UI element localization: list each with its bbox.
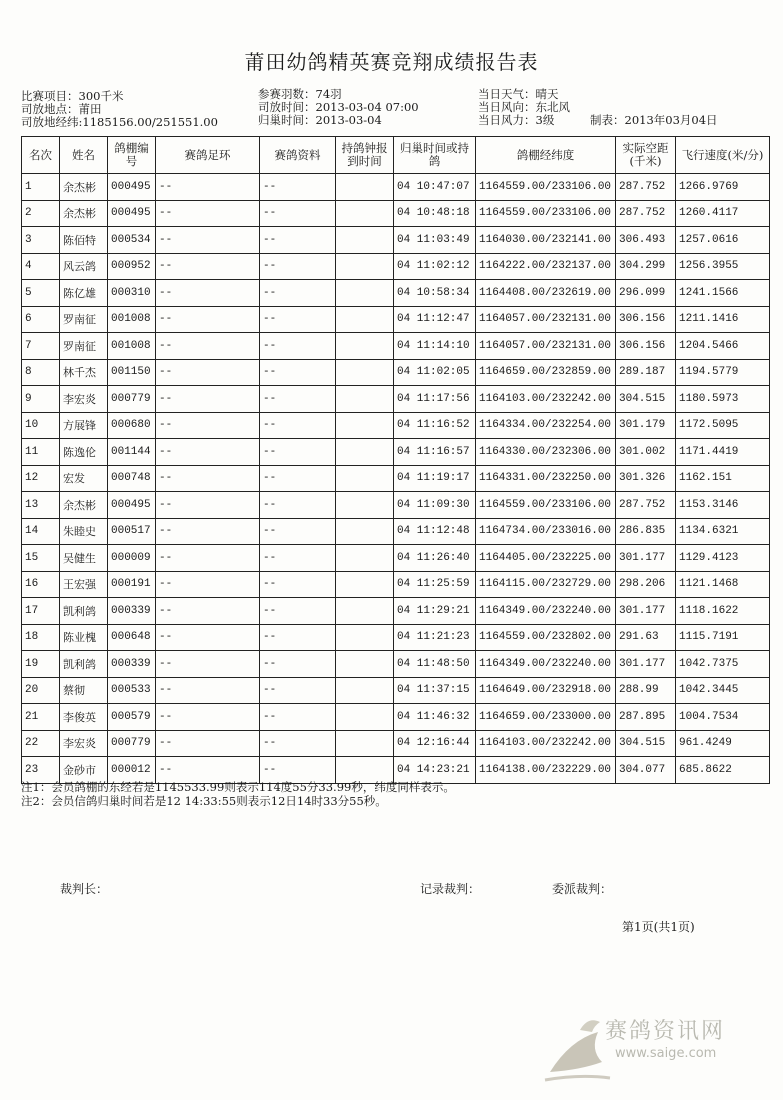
made-date: 制表：2013年03月04日: [590, 113, 718, 127]
cell-arrival: 04 11:26:40: [394, 545, 476, 572]
cell-name: 李俊英: [60, 704, 108, 731]
cell-ring: --: [156, 174, 260, 201]
cell-speed: 1172.5095: [676, 412, 770, 439]
cell-coords: 1164057.00/232131.00: [476, 333, 616, 360]
cell-loft-id: 000191: [108, 571, 156, 598]
table-row: [22, 412, 770, 439]
table-row: [22, 333, 770, 360]
cell-distance: 304.077: [616, 757, 676, 784]
cell-loft-id: 001008: [108, 333, 156, 360]
cell-name: 风云鸽: [60, 253, 108, 280]
cell-coords: 1164349.00/232240.00: [476, 651, 616, 678]
cell-ring: --: [156, 571, 260, 598]
table-row: [22, 280, 770, 307]
cell-arrival: 04 11:37:15: [394, 677, 476, 704]
cell-coords: 1164330.00/232306.00: [476, 439, 616, 466]
cell-rank: 17: [22, 598, 60, 625]
cell-ring: --: [156, 677, 260, 704]
cell-speed: 1260.4117: [676, 200, 770, 227]
cell-clock-time: [336, 492, 394, 519]
results-table: [21, 136, 770, 784]
cell-arrival: 04 11:12:48: [394, 518, 476, 545]
cell-coords: 1164649.00/232918.00: [476, 677, 616, 704]
cell-speed: 1042.7375: [676, 651, 770, 678]
cell-ring: --: [156, 306, 260, 333]
cell-clock-time: [336, 280, 394, 307]
cell-info: --: [260, 174, 336, 201]
cell-ring: --: [156, 730, 260, 757]
cell-rank: 10: [22, 412, 60, 439]
cell-ring: --: [156, 651, 260, 678]
cell-speed: 1004.7534: [676, 704, 770, 731]
cell-ring: --: [156, 439, 260, 466]
cell-loft-id: 000310: [108, 280, 156, 307]
cell-ring: --: [156, 253, 260, 280]
note-1: 注1：会员鸽棚的东经若是1145533.99则表示114度55分33.99秒，纬度同样表示。: [21, 780, 455, 794]
cell-speed: 1162.151: [676, 465, 770, 492]
chief-judge-label: 裁判长：: [60, 882, 109, 896]
cell-info: --: [260, 306, 336, 333]
table-row: [22, 518, 770, 545]
cell-info: --: [260, 571, 336, 598]
page-number: 第1页(共1页): [622, 920, 695, 934]
release-time: 司放时间：2013-03-04 07:00: [258, 100, 419, 114]
cell-loft-id: 000534: [108, 227, 156, 254]
cell-distance: 306.156: [616, 333, 676, 360]
cell-coords: 1164057.00/232131.00: [476, 306, 616, 333]
cell-rank: 14: [22, 518, 60, 545]
cell-ring: --: [156, 227, 260, 254]
cell-arrival: 04 10:47:07: [394, 174, 476, 201]
cell-ring: --: [156, 518, 260, 545]
cell-arrival: 04 14:23:21: [394, 757, 476, 784]
cell-speed: 1266.9769: [676, 174, 770, 201]
cell-coords: 1164559.00/233106.00: [476, 200, 616, 227]
cell-rank: 20: [22, 677, 60, 704]
col-rank: 名次: [22, 137, 60, 174]
col-arrival: 归巢时间或持鸽: [394, 137, 476, 174]
cell-ring: --: [156, 386, 260, 413]
cell-coords: 1164222.00/232137.00: [476, 253, 616, 280]
col-speed: 飞行速度(米/分): [676, 137, 770, 174]
col-coords: 鸽棚经纬度: [476, 137, 616, 174]
cell-speed: 1121.1468: [676, 571, 770, 598]
cell-speed: 1134.6321: [676, 518, 770, 545]
meta-left: [21, 90, 218, 129]
cell-coords: 1164138.00/232229.00: [476, 757, 616, 784]
cell-arrival: 04 11:19:17: [394, 465, 476, 492]
return-date: 归巢时间：2013-03-04: [258, 113, 382, 127]
cell-arrival: 04 12:16:44: [394, 730, 476, 757]
cell-arrival: 04 11:12:47: [394, 306, 476, 333]
cell-loft-id: 000779: [108, 386, 156, 413]
cell-loft-id: 000012: [108, 757, 156, 784]
table-row: [22, 439, 770, 466]
cell-clock-time: [336, 386, 394, 413]
cell-loft-id: 000952: [108, 253, 156, 280]
cell-rank: 12: [22, 465, 60, 492]
cell-distance: 301.177: [616, 545, 676, 572]
wind-force: 当日风力：3级: [478, 113, 555, 127]
cell-ring: --: [156, 545, 260, 572]
cell-distance: 306.156: [616, 306, 676, 333]
cell-distance: 289.187: [616, 359, 676, 386]
cell-arrival: 04 10:58:34: [394, 280, 476, 307]
cell-coords: 1164030.00/232141.00: [476, 227, 616, 254]
cell-rank: 9: [22, 386, 60, 413]
table-row: [22, 200, 770, 227]
cell-loft-id: 001150: [108, 359, 156, 386]
cell-clock-time: [336, 704, 394, 731]
cell-loft-id: 000009: [108, 545, 156, 572]
cell-rank: 8: [22, 359, 60, 386]
col-info: 赛鸽资料: [260, 137, 336, 174]
table-row: [22, 465, 770, 492]
cell-name: 陈亿雄: [60, 280, 108, 307]
cell-rank: 3: [22, 227, 60, 254]
table-row: [22, 571, 770, 598]
cell-clock-time: [336, 253, 394, 280]
cell-distance: 298.206: [616, 571, 676, 598]
table-row: [22, 730, 770, 757]
cell-coords: 1164334.00/232254.00: [476, 412, 616, 439]
col-distance: 实际空距(千米): [616, 137, 676, 174]
watermark-url: www.saige.com: [615, 1046, 717, 1061]
cell-rank: 16: [22, 571, 60, 598]
table-row: [22, 306, 770, 333]
notes: [21, 780, 455, 808]
cell-distance: 287.752: [616, 492, 676, 519]
cell-arrival: 04 11:14:10: [394, 333, 476, 360]
cell-distance: 301.177: [616, 598, 676, 625]
cell-loft-id: 000748: [108, 465, 156, 492]
cell-speed: 961.4249: [676, 730, 770, 757]
cell-clock-time: [336, 359, 394, 386]
cell-coords: 1164103.00/232242.00: [476, 386, 616, 413]
cell-speed: 1256.3955: [676, 253, 770, 280]
cell-info: --: [260, 227, 336, 254]
cell-name: 余杰彬: [60, 200, 108, 227]
col-loft-id: 鸽棚编号: [108, 137, 156, 174]
cell-info: --: [260, 598, 336, 625]
cell-ring: --: [156, 465, 260, 492]
cell-info: --: [260, 492, 336, 519]
cell-info: --: [260, 386, 336, 413]
cell-distance: 301.179: [616, 412, 676, 439]
cell-loft-id: 001144: [108, 439, 156, 466]
table-row: [22, 677, 770, 704]
cell-name: 吴健生: [60, 545, 108, 572]
cell-arrival: 04 11:48:50: [394, 651, 476, 678]
cell-rank: 18: [22, 624, 60, 651]
cell-distance: 288.99: [616, 677, 676, 704]
cell-arrival: 04 11:46:32: [394, 704, 476, 731]
cell-name: 陈业槐: [60, 624, 108, 651]
cell-coords: 1164559.00/233106.00: [476, 174, 616, 201]
cell-info: --: [260, 465, 336, 492]
cell-clock-time: [336, 465, 394, 492]
cell-arrival: 04 11:16:52: [394, 412, 476, 439]
table-row: [22, 227, 770, 254]
cell-speed: 1257.0616: [676, 227, 770, 254]
cell-rank: 6: [22, 306, 60, 333]
cell-distance: 301.177: [616, 651, 676, 678]
cell-speed: 685.8622: [676, 757, 770, 784]
cell-name: 方展锋: [60, 412, 108, 439]
cell-info: --: [260, 333, 336, 360]
cell-coords: 1164559.00/233106.00: [476, 492, 616, 519]
table-row: [22, 174, 770, 201]
cell-info: --: [260, 757, 336, 784]
cell-loft-id: 000779: [108, 730, 156, 757]
cell-rank: 2: [22, 200, 60, 227]
cell-loft-id: 000517: [108, 518, 156, 545]
col-ring: 赛鸽足环: [156, 137, 260, 174]
meta-mid: [258, 88, 419, 127]
cell-info: --: [260, 624, 336, 651]
cell-info: --: [260, 280, 336, 307]
cell-loft-id: 000648: [108, 624, 156, 651]
cell-name: 王宏强: [60, 571, 108, 598]
cell-speed: 1129.4123: [676, 545, 770, 572]
cell-clock-time: [336, 598, 394, 625]
cell-rank: 7: [22, 333, 60, 360]
cell-arrival: 04 11:16:57: [394, 439, 476, 466]
cell-coords: 1164331.00/232250.00: [476, 465, 616, 492]
table-row: [22, 359, 770, 386]
release-location: 司放地点：莆田: [21, 102, 102, 116]
report-title: 莆田幼鸽精英赛竞翔成绩报告表: [244, 50, 539, 74]
cell-arrival: 04 10:48:18: [394, 200, 476, 227]
cell-ring: --: [156, 757, 260, 784]
cell-loft-id: 000495: [108, 174, 156, 201]
cell-clock-time: [336, 174, 394, 201]
table-row: [22, 545, 770, 572]
cell-info: --: [260, 677, 336, 704]
wind-direction: 当日风向：东北风: [478, 100, 570, 114]
cell-loft-id: 000495: [108, 200, 156, 227]
cell-arrival: 04 11:25:59: [394, 571, 476, 598]
cell-name: 金砂市: [60, 757, 108, 784]
cell-rank: 22: [22, 730, 60, 757]
cell-ring: --: [156, 280, 260, 307]
cell-name: 蔡彻: [60, 677, 108, 704]
note-2: 注2：会员信鸽归巢时间若是12 14:33:55则表示12日14时33分55秒。: [21, 794, 387, 808]
cell-clock-time: [336, 651, 394, 678]
cell-distance: 306.493: [616, 227, 676, 254]
cell-coords: 1164559.00/232802.00: [476, 624, 616, 651]
cell-arrival: 04 11:02:12: [394, 253, 476, 280]
results-body: [22, 174, 770, 784]
cell-loft-id: 001008: [108, 306, 156, 333]
cell-name: 陈逸伦: [60, 439, 108, 466]
cell-rank: 4: [22, 253, 60, 280]
cell-ring: --: [156, 598, 260, 625]
cell-loft-id: 000495: [108, 492, 156, 519]
cell-coords: 1164659.00/233000.00: [476, 704, 616, 731]
cell-info: --: [260, 439, 336, 466]
cell-info: --: [260, 253, 336, 280]
cell-ring: --: [156, 492, 260, 519]
cell-clock-time: [336, 624, 394, 651]
table-row: [22, 598, 770, 625]
appointed-judge-label: 委派裁判：: [552, 882, 613, 896]
cell-speed: 1180.5973: [676, 386, 770, 413]
cell-rank: 21: [22, 704, 60, 731]
cell-clock-time: [336, 200, 394, 227]
cell-distance: 304.515: [616, 730, 676, 757]
cell-coords: 1164115.00/232729.00: [476, 571, 616, 598]
table-row: [22, 386, 770, 413]
cell-ring: --: [156, 412, 260, 439]
cell-name: 朱睦史: [60, 518, 108, 545]
cell-info: --: [260, 359, 336, 386]
cell-arrival: 04 11:09:30: [394, 492, 476, 519]
cell-name: 凯利鸽: [60, 598, 108, 625]
cell-speed: 1118.1622: [676, 598, 770, 625]
cell-name: 李宏炎: [60, 386, 108, 413]
cell-speed: 1204.5466: [676, 333, 770, 360]
cell-name: 罗南征: [60, 306, 108, 333]
cell-loft-id: 000680: [108, 412, 156, 439]
cell-clock-time: [336, 333, 394, 360]
cell-name: 余杰彬: [60, 174, 108, 201]
cell-name: 凯利鸽: [60, 651, 108, 678]
table-row: [22, 704, 770, 731]
cell-loft-id: 000339: [108, 651, 156, 678]
cell-distance: 286.835: [616, 518, 676, 545]
cell-speed: 1194.5779: [676, 359, 770, 386]
table-row: [22, 624, 770, 651]
cell-arrival: 04 11:02:05: [394, 359, 476, 386]
cell-clock-time: [336, 227, 394, 254]
cell-ring: --: [156, 200, 260, 227]
cell-rank: 13: [22, 492, 60, 519]
table-row: [22, 253, 770, 280]
watermark-text: 赛鸽资讯网: [605, 1019, 726, 1044]
cell-speed: 1042.3445: [676, 677, 770, 704]
entry-count: 参赛羽数：74羽: [258, 87, 342, 101]
cell-distance: 304.515: [616, 386, 676, 413]
cell-arrival: 04 11:17:56: [394, 386, 476, 413]
cell-coords: 1164659.00/232859.00: [476, 359, 616, 386]
cell-clock-time: [336, 306, 394, 333]
cell-info: --: [260, 651, 336, 678]
cell-loft-id: 000339: [108, 598, 156, 625]
col-name: 姓名: [60, 137, 108, 174]
cell-clock-time: [336, 518, 394, 545]
table-row: [22, 651, 770, 678]
cell-coords: 1164734.00/233016.00: [476, 518, 616, 545]
cell-speed: 1153.3146: [676, 492, 770, 519]
cell-rank: 23: [22, 757, 60, 784]
cell-arrival: 04 11:03:49: [394, 227, 476, 254]
cell-ring: --: [156, 704, 260, 731]
cell-speed: 1241.1566: [676, 280, 770, 307]
cell-info: --: [260, 730, 336, 757]
cell-distance: 301.326: [616, 465, 676, 492]
cell-rank: 11: [22, 439, 60, 466]
cell-info: --: [260, 518, 336, 545]
cell-clock-time: [336, 545, 394, 572]
cell-info: --: [260, 200, 336, 227]
cell-distance: 296.099: [616, 280, 676, 307]
cell-coords: 1164408.00/232619.00: [476, 280, 616, 307]
cell-rank: 5: [22, 280, 60, 307]
col-clock-time: 持鸽钟报到时间: [336, 137, 394, 174]
weather: 当日天气：晴天: [478, 87, 559, 101]
cell-distance: 291.63: [616, 624, 676, 651]
cell-arrival: 04 11:21:23: [394, 624, 476, 651]
table-row: [22, 492, 770, 519]
cell-info: --: [260, 412, 336, 439]
cell-info: --: [260, 545, 336, 572]
cell-name: 林千杰: [60, 359, 108, 386]
cell-clock-time: [336, 439, 394, 466]
cell-loft-id: 000533: [108, 677, 156, 704]
cell-speed: 1171.4419: [676, 439, 770, 466]
cell-name: 陈佰特: [60, 227, 108, 254]
meta-right: [478, 88, 718, 127]
cell-arrival: 04 11:29:21: [394, 598, 476, 625]
race-distance: 比赛项目：300千米: [21, 89, 124, 103]
cell-name: 罗南征: [60, 333, 108, 360]
cell-coords: 1164349.00/232240.00: [476, 598, 616, 625]
recorder-judge-label: 记录裁判：: [420, 882, 481, 896]
cell-clock-time: [336, 677, 394, 704]
cell-ring: --: [156, 359, 260, 386]
cell-rank: 15: [22, 545, 60, 572]
cell-speed: 1115.7191: [676, 624, 770, 651]
cell-clock-time: [336, 730, 394, 757]
cell-rank: 19: [22, 651, 60, 678]
cell-info: --: [260, 704, 336, 731]
cell-coords: 1164405.00/232225.00: [476, 545, 616, 572]
cell-name: 宏发: [60, 465, 108, 492]
cell-distance: 304.299: [616, 253, 676, 280]
cell-ring: --: [156, 624, 260, 651]
cell-distance: 287.752: [616, 200, 676, 227]
cell-clock-time: [336, 412, 394, 439]
cell-distance: 287.895: [616, 704, 676, 731]
cell-distance: 287.752: [616, 174, 676, 201]
cell-coords: 1164103.00/232242.00: [476, 730, 616, 757]
cell-clock-time: [336, 571, 394, 598]
header-row: [22, 137, 770, 174]
cell-distance: 301.002: [616, 439, 676, 466]
cell-name: 余杰彬: [60, 492, 108, 519]
cell-name: 李宏炎: [60, 730, 108, 757]
release-coordinates: 司放地经纬:1185156.00/251551.00: [21, 115, 218, 129]
cell-rank: 1: [22, 174, 60, 201]
cell-ring: --: [156, 333, 260, 360]
cell-loft-id: 000579: [108, 704, 156, 731]
cell-speed: 1211.1416: [676, 306, 770, 333]
